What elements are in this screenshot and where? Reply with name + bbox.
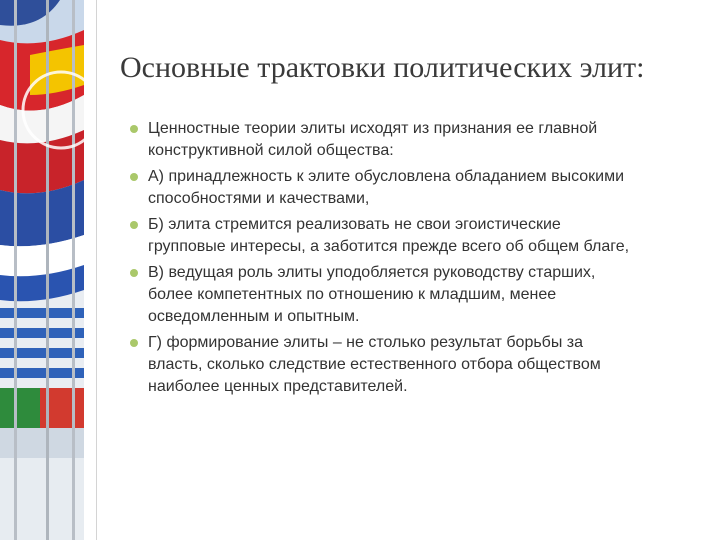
bullet-dot-icon (130, 339, 138, 347)
list-item (130, 118, 705, 162)
bullet-dot-icon (130, 269, 138, 277)
list-item-line: Г) формирование элиты – не столько результат борьбы за (148, 334, 584, 351)
list-item-line: Ценностные теории элиты исходят из признания ее главной (148, 120, 598, 137)
bullet-dot-icon (130, 221, 138, 229)
divider-line (96, 0, 97, 540)
list-item-line: Б) элита стремится реализовать не свои эгоистические (148, 216, 561, 233)
decorative-circle-icon (16, 60, 106, 160)
bullet-list (130, 118, 705, 402)
list-item-line: власть, сколько следствие естественного отбора обществом (148, 356, 601, 373)
list-item-line: групповые интересы, а заботится прежде всего об общем благе, (148, 238, 630, 255)
list-item (130, 166, 705, 210)
list-item-line: В) ведущая роль элиты уподобляется руководству старших, (148, 264, 596, 281)
slide-title: Основные трактовки политических элит: (120, 51, 645, 84)
bullet-dot-icon (130, 173, 138, 181)
bullet-dot-icon (130, 125, 138, 133)
list-item (130, 332, 705, 398)
list-item-line: более компетентных по отношению к младшим, менее (148, 286, 557, 303)
list-item-line: способностями и качествами, (148, 190, 370, 207)
list-item (130, 214, 705, 258)
list-item-line: конструктивной силой общества: (148, 142, 394, 159)
list-item-line: А) принадлежность к элите обусловлена обладанием высокими (148, 168, 625, 185)
list-item-line: наиболее ценных представителей. (148, 378, 408, 395)
list-item (130, 262, 705, 328)
list-item-line: осведомленным и опытным. (148, 308, 360, 325)
